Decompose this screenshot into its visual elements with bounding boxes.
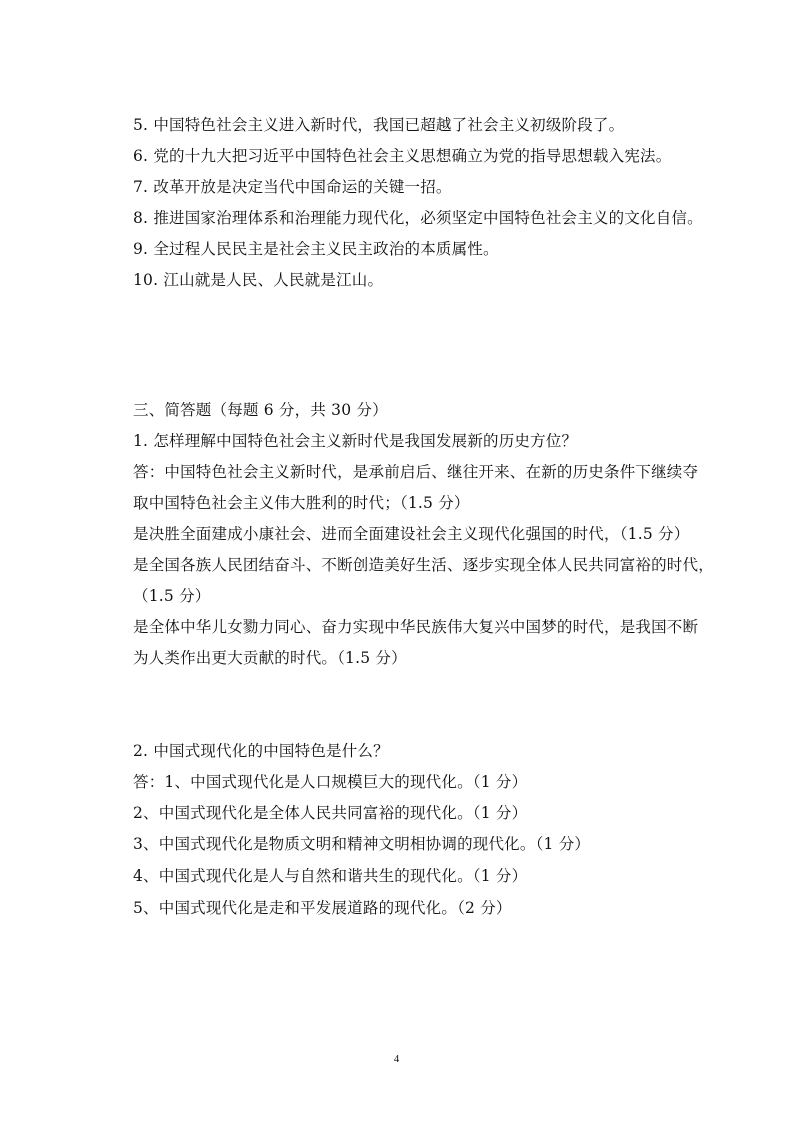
section-heading: 三、简答题（每题 6 分，共 30 分） <box>133 401 388 419</box>
answer-2-line: 5、中国式现代化是走和平发展道路的现代化。（2 分） <box>133 899 512 917</box>
answer-2-line: 4、中国式现代化是人与自然和谐共生的现代化。（1 分） <box>133 867 528 885</box>
answer-1-line: 答：中国特色社会主义新时代，是承前启后、继往开来、在新的历史条件下继续夺 <box>133 463 699 481</box>
judgment-item-9: 9. 全过程人民民主是社会主义民主政治的本质属性。 <box>133 240 499 258</box>
judgment-item-8: 8. 推进国家治理体系和治理能力现代化，必须坚定中国特色社会主义的文化自信。 <box>133 209 703 227</box>
answer-1-line: 取中国特色社会主义伟大胜利的时代；（1.5 分） <box>133 494 470 512</box>
page-number: 4 <box>393 1053 400 1065</box>
answer-2-line: 3、中国式现代化是物质文明和精神文明相协调的现代化。（1 分） <box>133 835 591 853</box>
answer-1-line: 为人类作出更大贡献的时代。（1.5 分） <box>133 649 407 667</box>
judgment-item-6: 6. 党的十九大把习近平中国特色社会主义思想确立为党的指导思想载入宪法。 <box>133 147 672 165</box>
answer-2-line: 答：1、中国式现代化是人口规模巨大的现代化。（1 分） <box>133 773 528 791</box>
judgment-item-10: 10. 江山就是人民、人民就是江山。 <box>133 271 384 289</box>
judgment-item-5: 5. 中国特色社会主义进入新时代，我国已超越了社会主义初级阶段了。 <box>133 116 625 134</box>
question-2: 2. 中国式现代化的中国特色是什么？ <box>133 742 389 760</box>
answer-1-line: （1.5 分） <box>133 587 211 605</box>
question-1: 1. 怎样理解中国特色社会主义新时代是我国发展新的历史方位？ <box>133 432 578 450</box>
judgment-item-7: 7. 改革开放是决定当代中国命运的关键一招。 <box>133 178 452 196</box>
answer-1-line: 是全体中华儿女勠力同心、奋力实现中华民族伟大复兴中国梦的时代，是我国不断 <box>133 618 699 636</box>
answer-1-line: 是全国各族人民团结奋斗、不断创造美好生活、逐步实现全体人民共同富裕的时代， <box>133 556 714 574</box>
answer-2-line: 2、中国式现代化是全体人民共同富裕的现代化。（1 分） <box>133 804 528 822</box>
answer-1-line: 是决胜全面建成小康社会、进而全面建设社会主义现代化强国的时代，（1.5 分） <box>133 525 690 543</box>
